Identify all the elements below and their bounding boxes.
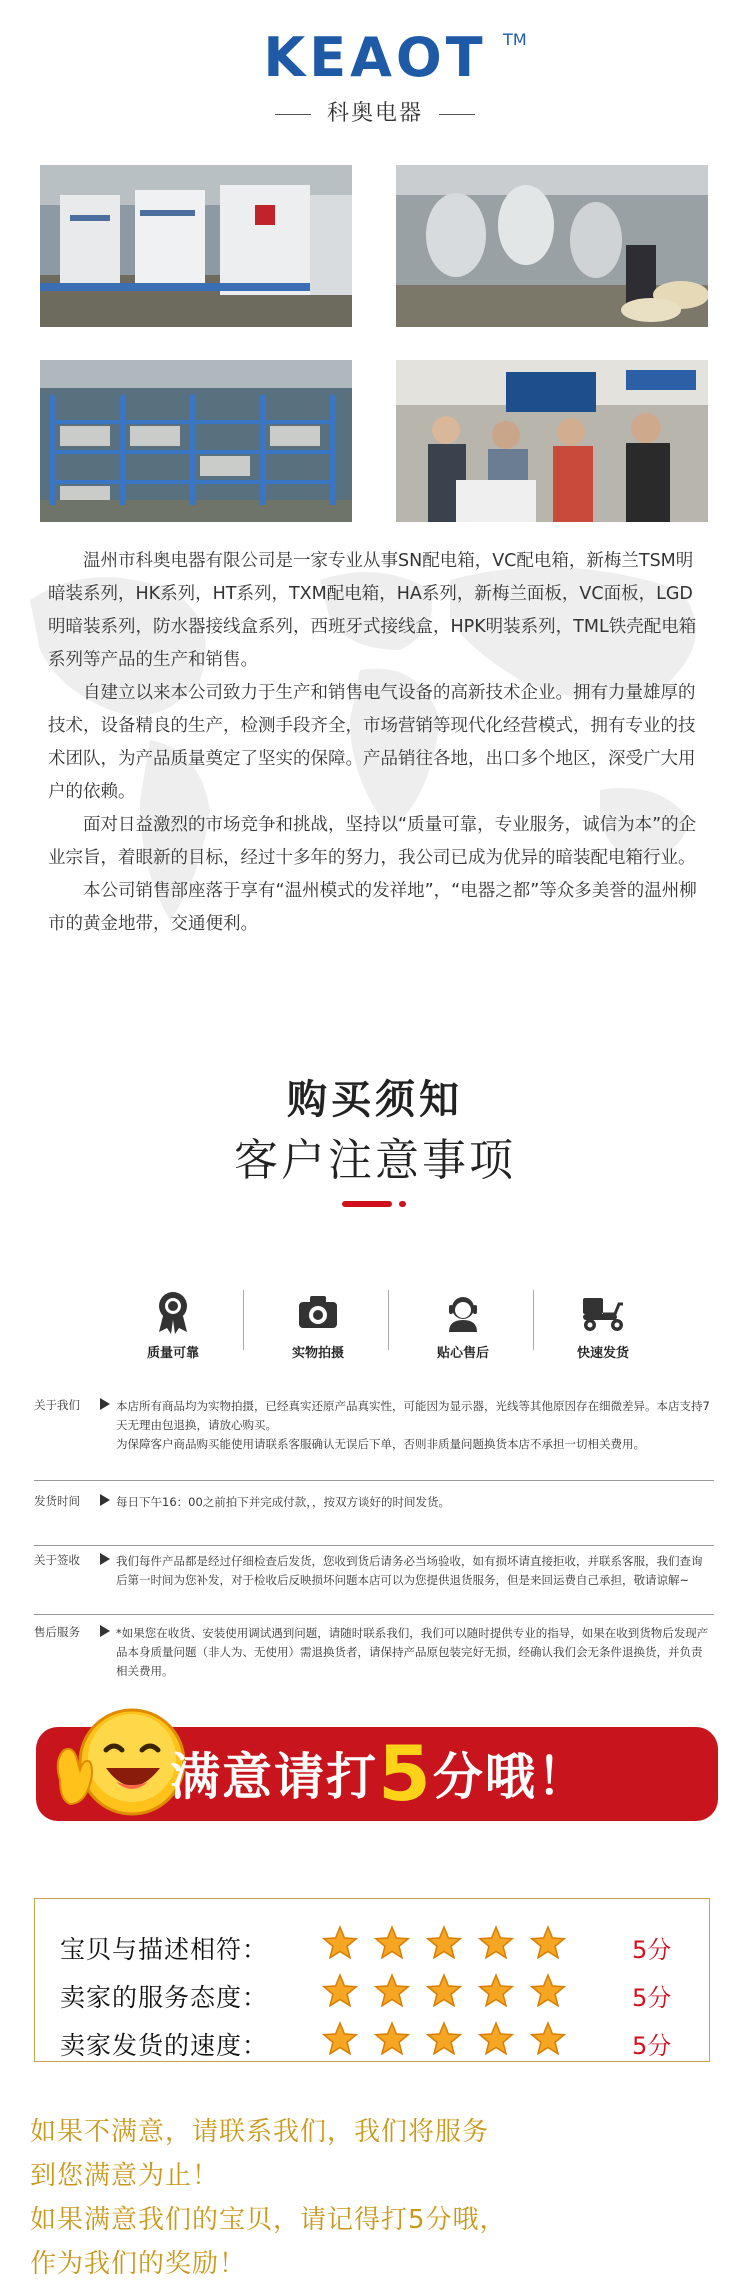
service-real-photos [268, 1290, 368, 1361]
company-intro [48, 545, 704, 941]
camera-icon [296, 1290, 340, 1334]
note-divider [34, 1614, 714, 1615]
headset-agent-icon [441, 1290, 485, 1334]
intro-paragraph: 温州市科奥电器有限公司是一家专业从事SN配电箱，VC配电箱，新梅兰TSM明暗装系列，HK系列，HT系列，TXM配电箱，HA系列，新梅兰面板，VC面板，LGD明暗装系列，防水器接线盒系列，西班牙式接线盒，HPK明装系列，TML铁壳配电箱系列等产品的生产和销售。 [48, 551, 697, 670]
star-icon [428, 1927, 460, 1958]
star-icon [376, 2023, 408, 2054]
rating-label: 卖家发货的速度： [60, 2031, 269, 2060]
closing-line: 如果满意我们的宝贝，请记得打5分哦， [30, 2205, 507, 2235]
service-divider [388, 1290, 389, 1350]
factory-photo-dryer-hoppers [396, 165, 708, 327]
heading-underline [342, 1201, 392, 1207]
service-after-sales [413, 1290, 513, 1361]
service-fast-shipping [553, 1290, 653, 1361]
star-icon [324, 1927, 356, 1958]
notice-subtitle: 客户注意事项 [234, 1135, 516, 1186]
exhibition-photo-booth [396, 360, 708, 522]
note-label: 关于我们 [34, 1398, 80, 1412]
star-icon [480, 1975, 512, 2006]
rating-label: 卖家的服务态度： [60, 1983, 269, 2012]
play-arrow-icon [100, 1494, 110, 1506]
rating-row-description [60, 1922, 680, 1970]
star-icon [428, 1975, 460, 2006]
note-divider [34, 1480, 714, 1481]
rating-score: 5分 [632, 1984, 672, 2012]
note-divider [34, 1545, 714, 1546]
star-icon [376, 1927, 408, 1958]
note-label: 发货时间 [34, 1494, 80, 1508]
logo-wordmark: KEAOT TM [263, 26, 527, 89]
award-ribbon-icon [153, 1290, 193, 1334]
logo-trademark: TM [503, 30, 527, 49]
notice-title: 购买须知 [287, 1077, 463, 1123]
play-arrow-icon [100, 1398, 110, 1410]
star-rating [322, 2020, 582, 2064]
stars-svg [322, 1972, 582, 2012]
closing-line: 如果不满意，请联系我们，我们将服务 [30, 2117, 490, 2147]
note-text: 本店所有商品均为实物拍摄，已经真实还原产品真实性，可能因为显示器，光线等其他原因存在细微差异。本店支持7天无理由包退换，请放心购买。 为保障客户商品购买能使用请联系客服确认无误后下单，否则非质量问题换货本店不承担一切相关费用。 [116, 1399, 710, 1451]
star-icon [480, 2023, 512, 2054]
service-label: 快速发货 [576, 1346, 629, 1361]
star-icon [532, 1975, 564, 2006]
intro-paragraph: 面对日益激烈的市场竞争和挑战，坚持以“质量可靠，专业服务，诚信为本”的企业宗旨，着眼新的目标，经过十多年的努力，我公司已成为优异的暗装配电箱行业。 [48, 815, 697, 868]
service-label: 实物拍摄 [291, 1346, 344, 1361]
star-icon [324, 1975, 356, 2006]
service-label: 质量可靠 [146, 1346, 199, 1361]
heading-underline-dot [399, 1201, 406, 1207]
delivery-scooter-icon [579, 1290, 627, 1334]
play-arrow-icon [100, 1553, 110, 1565]
star-icon [532, 2023, 564, 2054]
rating-banner-text: 满意请打5分哦！ [170, 1729, 589, 1818]
rating-label: 宝贝与描述相符： [60, 1935, 269, 1964]
stars-svg [322, 2020, 582, 2060]
star-icon [376, 1975, 408, 2006]
brand-logo [0, 26, 750, 89]
closing-line: 到您满意为止！ [30, 2161, 220, 2191]
factory-photo-injection-machines [40, 165, 352, 327]
star-icon [428, 2023, 460, 2054]
note-label: 售后服务 [34, 1625, 80, 1639]
note-text: *如果您在收货、安装使用调试遇到问题，请随时联系我们，我们可以随时提供专业的指导，如果在收到货物后发现产品本身质量问题（非人为、无使用）需退换货者，请保持产品原包装完好无损，经确认我们会无条件退换货，并负责相关费用。 [116, 1626, 709, 1678]
warehouse-photo-shelves [40, 360, 352, 522]
star-icon [324, 2023, 356, 2054]
closing-message [30, 2110, 720, 2286]
closing-line: 作为我们的奖励！ [30, 2249, 247, 2279]
play-arrow-icon [100, 1625, 110, 1637]
intro-paragraph: 本公司销售部座落于享有“温州模式的发祥地”，“电器之都”等众多美誉的温州柳市的黄金地带，交通便利。 [48, 881, 697, 934]
rating-row-shipping [60, 2018, 680, 2066]
note-text: 每日下午16：00之前拍下并完成付款，，按双方谈好的时间发货。 [116, 1495, 451, 1509]
rating-row-service [60, 1970, 680, 2018]
intro-paragraph: 自建立以来本公司致力于生产和销售电气设备的高新技术企业。拥有力量雄厚的技术，设备精良的生产，检测手段齐全，市场营销等现代化经营模式，拥有专业的技术团队，为产品质量奠定了坚实的保障。产品销往各地，出口多个地区，深受广大用户的依赖。 [48, 683, 696, 802]
service-label: 贴心售后 [436, 1346, 489, 1361]
service-quality [123, 1290, 223, 1361]
star-rating [322, 1924, 582, 1968]
service-divider [533, 1290, 534, 1350]
note-text: 我们每件产品都是经过仔细检查后发货，您收到货后请务必当场验收，如有损坏请直接拒收，并联系客服，我们查询后第一时间为您补发，对于检收后反映损坏问题本店可以为您提供退货服务，但是来回运费自己承担，敬请谅解~ [116, 1554, 703, 1587]
rating-score: 5分 [632, 2032, 672, 2060]
rating-score: 5分 [632, 1936, 672, 1964]
stars-svg [322, 1924, 582, 1964]
logo-subtitle: 科奥电器 [0, 96, 750, 127]
note-label: 关于签收 [34, 1553, 80, 1567]
star-rating [322, 1972, 582, 2016]
service-divider [243, 1290, 244, 1350]
star-icon [532, 1927, 564, 1958]
star-icon [480, 1927, 512, 1958]
